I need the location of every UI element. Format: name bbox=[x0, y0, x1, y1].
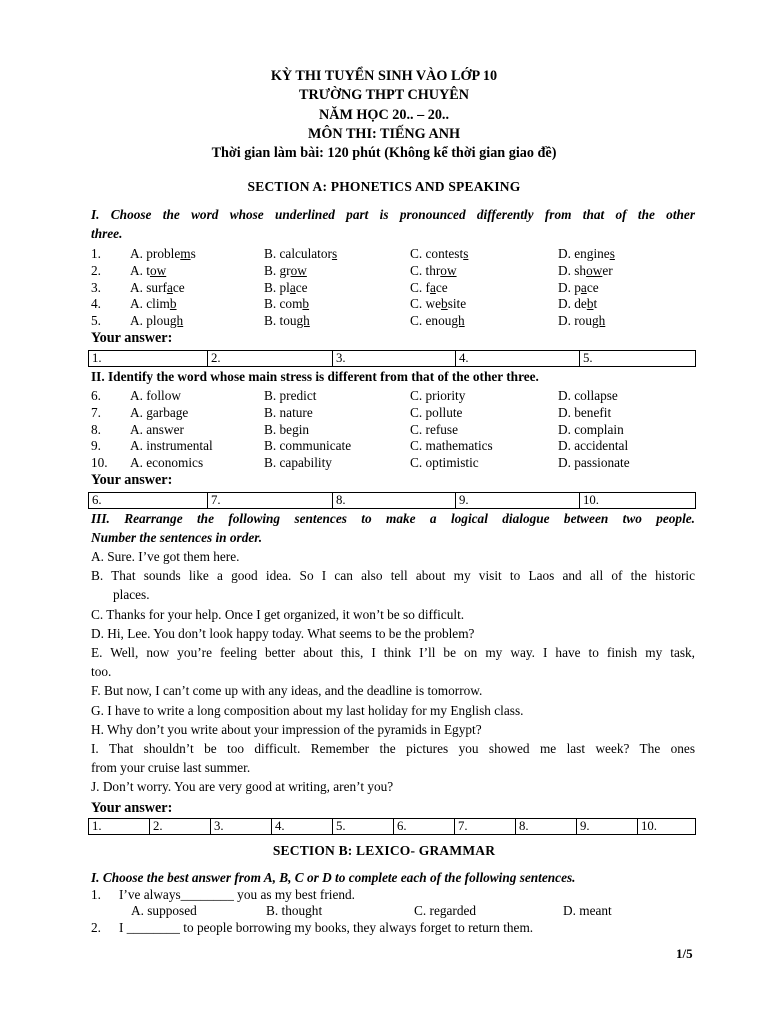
word-part: A. plou bbox=[130, 313, 170, 329]
option-b[interactable] bbox=[264, 263, 307, 279]
your-answer-label: Your answer: bbox=[91, 800, 173, 816]
word-part: B. calculator bbox=[264, 246, 332, 261]
section-b-title: SECTION B: LEXICO- GRAMMAR bbox=[272, 843, 496, 858]
dialogue-line: too. bbox=[91, 664, 112, 680]
option-a[interactable]: A. answer bbox=[130, 421, 184, 437]
question-number: 10. bbox=[91, 455, 108, 471]
answer-cell[interactable]: 4. bbox=[456, 351, 580, 367]
answer-cell[interactable]: 10. bbox=[580, 493, 696, 509]
word-part: D. rou bbox=[558, 313, 592, 329]
blank: ________ bbox=[126, 920, 180, 935]
option-b[interactable]: B. thought bbox=[266, 903, 323, 918]
option-d[interactable]: D. passionate bbox=[558, 455, 630, 471]
underlined-part: a bbox=[289, 279, 296, 295]
option-d[interactable]: D. collapse bbox=[558, 388, 618, 403]
word-part: D. p bbox=[558, 279, 581, 295]
option-c[interactable]: C. refuse bbox=[410, 421, 458, 437]
word-part: ce bbox=[295, 279, 308, 295]
option-a[interactable] bbox=[130, 313, 183, 329]
part1-instruction: I. Choose the word whose underlined part is pronounced differently from that of the other bbox=[91, 207, 695, 222]
subject: MÔN THI: TIẾNG ANH bbox=[307, 126, 461, 142]
answer-cell[interactable]: 8. bbox=[516, 819, 577, 835]
underlined-part: gh bbox=[169, 313, 184, 329]
option-c[interactable] bbox=[410, 246, 468, 262]
option-c[interactable] bbox=[410, 313, 465, 329]
answer-cell[interactable]: 6. bbox=[89, 493, 208, 509]
dialogue-line: from your cruise last summer. bbox=[91, 760, 251, 776]
dialogue-line: H. Why don’t you write about your impression of the pyramids in Egypt? bbox=[91, 721, 482, 737]
answer-cell[interactable]: 3. bbox=[333, 351, 456, 367]
question-stem bbox=[119, 920, 533, 936]
answer-cell[interactable]: 1. bbox=[89, 819, 150, 835]
option-c[interactable] bbox=[410, 263, 457, 279]
word-part: A. clim bbox=[130, 296, 170, 312]
word-part: B. com bbox=[264, 296, 303, 312]
your-answer-label: Your answer: bbox=[91, 472, 173, 488]
part3-instruction-cont: Number the sentences in order. bbox=[91, 530, 263, 545]
question-number: 2. bbox=[91, 262, 101, 278]
option-c[interactable] bbox=[410, 296, 466, 312]
word-part: t bbox=[593, 296, 598, 312]
option-d[interactable]: D. meant bbox=[563, 903, 612, 918]
dialogue-line: B. That sounds like a good idea. So I can also tell about my visit to Laos and all of the historic bbox=[91, 568, 695, 584]
underlined-part: b bbox=[302, 296, 310, 312]
word-part: er bbox=[602, 262, 613, 278]
option-d[interactable]: D. benefit bbox=[558, 404, 612, 420]
answer-table-1 bbox=[88, 350, 696, 367]
option-c[interactable]: C. regarded bbox=[414, 903, 477, 918]
blank: ________ bbox=[180, 887, 234, 902]
dialogue-line: D. Hi, Lee. You don’t look happy today. What seems to be the problem? bbox=[91, 625, 475, 641]
stem-end: to people borrowing my books, they always forget to return them. bbox=[179, 920, 534, 935]
option-a[interactable] bbox=[130, 246, 196, 262]
question-number: 7. bbox=[91, 404, 101, 420]
option-a[interactable]: A. supposed bbox=[131, 903, 197, 918]
dialogue-line: I. That shouldn’t be too difficult. Remember the pictures you showed me last week? The ones bbox=[91, 741, 695, 756]
question-number: 4. bbox=[91, 296, 101, 312]
question-number: 6. bbox=[91, 388, 101, 403]
sectionb-part1-instruction: I. Choose the best answer from A, B, C or D to complete each of the following sentences. bbox=[91, 870, 576, 885]
option-c[interactable] bbox=[410, 280, 448, 296]
word-part: A. t bbox=[130, 262, 150, 278]
option-b[interactable]: B. capability bbox=[264, 455, 332, 471]
question-number: 1. bbox=[91, 246, 101, 261]
underlined-part: m bbox=[180, 246, 191, 261]
word-part: B. gr bbox=[264, 262, 291, 278]
option-d[interactable] bbox=[558, 313, 605, 329]
underlined-part: s bbox=[331, 246, 338, 261]
answer-cell[interactable]: 7. bbox=[208, 493, 333, 509]
word-part: C. contest bbox=[410, 246, 464, 261]
word-part: ce bbox=[435, 279, 448, 295]
question-number: 5. bbox=[91, 313, 101, 329]
school-name: TRƯỜNG THPT CHUYÊN bbox=[298, 87, 469, 103]
exam-title: KỲ THI TUYỂN SINH VÀO LỚP 10 bbox=[270, 68, 498, 84]
option-b[interactable]: B. begin bbox=[264, 421, 310, 437]
dialogue-line: places. bbox=[113, 587, 150, 603]
option-a[interactable] bbox=[130, 296, 177, 312]
underlined-part: gh bbox=[591, 313, 606, 329]
word-part: C. we bbox=[410, 296, 442, 312]
answer-cell[interactable]: 4. bbox=[272, 819, 333, 835]
answer-cell[interactable]: 5. bbox=[580, 351, 696, 367]
page-number: 1/5 bbox=[676, 946, 693, 961]
option-b[interactable] bbox=[264, 313, 310, 329]
underlined-part: ow bbox=[586, 262, 603, 278]
word-part: ce bbox=[172, 279, 185, 295]
word-part: D. sh bbox=[558, 262, 587, 278]
underlined-part: gh bbox=[451, 313, 465, 329]
option-b[interactable] bbox=[264, 280, 308, 296]
answer-cell[interactable]: 5. bbox=[333, 819, 394, 835]
stem-end: you as my best friend. bbox=[233, 887, 355, 902]
option-a[interactable]: A. follow bbox=[130, 388, 181, 403]
stem-start: I bbox=[119, 920, 127, 935]
answer-cell[interactable]: 2. bbox=[150, 819, 211, 835]
option-d[interactable] bbox=[558, 280, 599, 296]
word-part: D. engine bbox=[558, 246, 610, 261]
time-allowed: Thời gian làm bài: 120 phút (Không kể thời gian giao đề) bbox=[211, 145, 557, 161]
answer-cell[interactable]: 9. bbox=[456, 493, 580, 509]
option-a[interactable]: A. instrumental bbox=[130, 438, 213, 454]
answer-cell[interactable]: 1. bbox=[89, 351, 208, 367]
question-number: 9. bbox=[91, 438, 101, 454]
question-number: 8. bbox=[91, 421, 101, 437]
option-d[interactable] bbox=[558, 296, 597, 312]
option-d[interactable]: D. accidental bbox=[558, 438, 629, 454]
option-d[interactable]: D. complain bbox=[558, 421, 624, 437]
word-part: s bbox=[190, 246, 196, 261]
dialogue-line: F. But now, I can’t come up with any ideas, and the deadline is tomorrow. bbox=[91, 683, 483, 699]
school-year: NĂM HỌC 20.. – 20.. bbox=[318, 107, 450, 123]
answer-cell[interactable]: 7. bbox=[455, 819, 516, 835]
question-number: 2. bbox=[91, 920, 101, 935]
option-b[interactable] bbox=[264, 296, 309, 312]
dialogue-line: G. I have to write a long composition about my last holiday for my English class. bbox=[91, 702, 524, 718]
underlined-part: b bbox=[441, 296, 448, 312]
option-c[interactable]: C. optimistic bbox=[410, 455, 479, 471]
option-d[interactable] bbox=[558, 246, 615, 262]
option-d[interactable] bbox=[558, 263, 613, 279]
underlined-part: ow bbox=[290, 262, 307, 278]
word-part: site bbox=[447, 296, 467, 312]
word-part: D. de bbox=[558, 296, 587, 312]
underlined-part: s bbox=[463, 246, 469, 261]
word-part: C. thr bbox=[410, 262, 441, 278]
your-answer-label: Your answer: bbox=[91, 330, 173, 346]
answer-table-3 bbox=[88, 818, 696, 835]
option-a[interactable] bbox=[130, 280, 185, 296]
dialogue-line: A. Sure. I’ve got them here. bbox=[91, 549, 240, 564]
option-c[interactable]: C. mathematics bbox=[410, 438, 493, 454]
answer-cell[interactable]: 9. bbox=[577, 819, 638, 835]
option-b[interactable]: B. communicate bbox=[264, 438, 352, 454]
part1-instruction-cont: three. bbox=[91, 226, 123, 241]
word-part: A. proble bbox=[130, 246, 181, 261]
option-c[interactable]: C. priority bbox=[410, 388, 466, 403]
underlined-part: b bbox=[169, 296, 177, 312]
answer-cell[interactable]: 10. bbox=[638, 819, 696, 835]
dialogue-line: C. Thanks for your help. Once I get organized, it won’t be so difficult. bbox=[91, 606, 465, 622]
underlined-part: gh bbox=[296, 313, 310, 329]
part3-instruction: III. Rearrange the following sentences to make a logical dialogue between two people. bbox=[91, 511, 695, 526]
underlined-part: b bbox=[586, 296, 594, 312]
underlined-part: a bbox=[166, 279, 173, 295]
option-b[interactable]: B. nature bbox=[264, 404, 313, 420]
option-b[interactable]: B. predict bbox=[264, 388, 317, 403]
option-a[interactable] bbox=[130, 263, 166, 279]
answer-table-2 bbox=[88, 492, 696, 509]
word-part: ce bbox=[586, 279, 599, 295]
answer-cell[interactable]: 3. bbox=[211, 819, 272, 835]
answer-cell[interactable]: 6. bbox=[394, 819, 455, 835]
word-part: C. enou bbox=[410, 313, 452, 329]
word-part: C. f bbox=[410, 279, 430, 295]
underlined-part: a bbox=[580, 279, 587, 295]
underlined-part: s bbox=[609, 246, 615, 261]
question-stem bbox=[119, 887, 355, 903]
part2-instruction: II. Identify the word whose main stress is different from that of the other three. bbox=[91, 369, 539, 384]
dialogue-line: J. Don’t worry. You are very good at writing, aren’t you? bbox=[91, 779, 394, 795]
dialogue-line: E. Well, now you’re feeling better about this, I think I’ll be on my way. I have to finish my task, bbox=[91, 645, 695, 660]
section-a-title: SECTION A: PHONETICS AND SPEAKING bbox=[247, 179, 521, 194]
word-part: B. tou bbox=[264, 313, 297, 329]
word-part: A. surf bbox=[130, 279, 167, 295]
answer-cell[interactable]: 2. bbox=[208, 351, 333, 367]
answer-cell[interactable]: 8. bbox=[333, 493, 456, 509]
option-a[interactable]: A. garbage bbox=[130, 404, 189, 420]
option-b[interactable] bbox=[264, 246, 337, 262]
option-a[interactable]: A. economics bbox=[130, 455, 204, 471]
question-number: 1. bbox=[91, 887, 101, 902]
word-part: B. pl bbox=[264, 279, 290, 295]
option-c[interactable]: C. pollute bbox=[410, 404, 463, 420]
underlined-part: ow bbox=[149, 262, 167, 278]
question-number: 3. bbox=[91, 279, 101, 295]
underlined-part: a bbox=[429, 279, 436, 295]
underlined-part: ow bbox=[440, 262, 457, 278]
stem-start: I’ve always bbox=[119, 887, 181, 902]
